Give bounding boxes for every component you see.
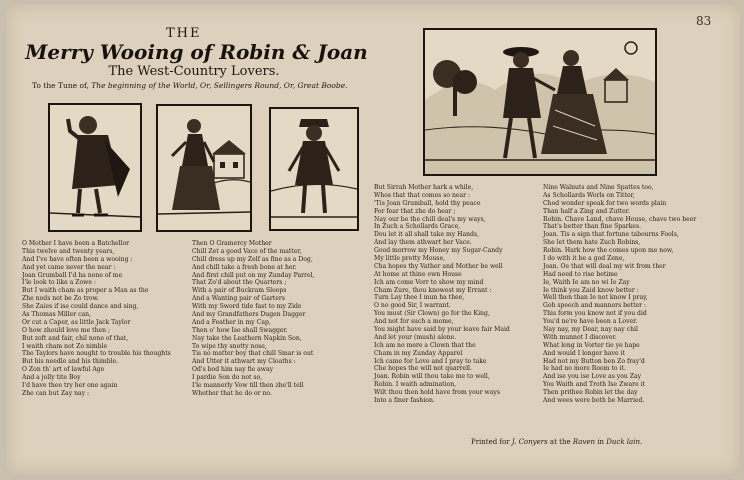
verse-line: O how zhould love me then ; (22, 326, 111, 334)
verse-line: And a Feather in my Cap, (192, 318, 271, 326)
verse-line: O Mother I have been a Batchellor (22, 240, 130, 247)
verse-line: My little pretty Mouse, (374, 255, 446, 263)
verse-line: I'd have thee try her one again (22, 382, 118, 390)
verse-line: Whether that he do or no. (192, 389, 272, 397)
verse-line: I'le look to like a Zowe : (22, 279, 96, 287)
verse-line: With a pair of Buckram Sloops (192, 287, 287, 295)
verse-line: With munnot I discover. (543, 333, 617, 341)
verse-line: Che hopes the will not quarrell. (374, 365, 472, 373)
verse-column-1 (22, 240, 171, 398)
imprint-sign: Raven (572, 438, 596, 446)
verse-line: She Zaies if ise could dance and sing, (22, 303, 139, 311)
verse-line: Nay our be the chill deal's my ways, (374, 215, 486, 223)
verse-line: Ich am no mere a Clown that the (374, 341, 476, 349)
ballad-subtitle: The West-Country Lovers. (108, 64, 280, 79)
tune-names: The beginning of the World, Or, Sellingers Round, Or, Great Boobe. (91, 81, 348, 90)
woodcut-man-gesturing (48, 103, 142, 232)
verse-line: O Zon th' art of lawful Age (22, 366, 105, 374)
verse-line: You'd ne're have been a Lover. (543, 318, 638, 326)
verse-line: I do with it be a god Zene, (543, 255, 625, 263)
verse-line: For fear that zhe do hear ; (374, 207, 456, 215)
verse-line: Od's bod him nay fie away (192, 366, 274, 374)
verse-line: Had not my Button ben Zo fray'd (543, 357, 645, 365)
verse-line: And my Grandfathers Dugen Dagger (192, 311, 306, 319)
verse-line: Robin. Chave Land, chave House, chave two beer (543, 215, 697, 223)
verse-line: Goh speech and manners better : (543, 302, 647, 310)
tune-line (32, 81, 348, 90)
verse-line: Joan. Oe that will deal my wit from ther (543, 262, 666, 270)
verse-column-3 (374, 184, 510, 405)
verse-line: Tis no matter boy that chill Smar is out (192, 350, 314, 358)
verse-line: I waith cham not Zo nimble (22, 342, 108, 350)
verse-line: Joan. Tis a sign that fortune tabourns Fools, (543, 231, 679, 239)
verse-line: Ie, Waith Ie am no wi Ie Zay (543, 278, 630, 286)
verse-column-4 (543, 184, 696, 405)
verse-line: Then prithee Robin let the day (543, 389, 638, 397)
imprint-suffix: in (597, 438, 605, 446)
verse-line: That Zo'd about the Quarters ; (192, 279, 287, 287)
verse-line: And wees were both be Married. (543, 397, 645, 405)
verse-line: Zhe can but Zay nay : (22, 389, 90, 397)
verse-line: Robin. Hark how the comes upon me now, (543, 247, 674, 255)
verse-line: Into a finer fashion. (374, 397, 435, 405)
verse-line: And chill take a fresh bone at her. (192, 263, 297, 271)
verse-line: Nine Walnuts and Nine Spattes too, (543, 184, 654, 191)
verse-line: O no good Sir, I warrant. (374, 302, 451, 310)
verse-line: What long in Vorter tie ye hape (543, 341, 640, 349)
imprint-street: Duck lain. (606, 438, 643, 446)
imprint-printer-name: J. Conyers (511, 438, 548, 446)
ballad-title: Merry Wooing of Robin & Joan (25, 40, 368, 64)
verse-line: Nay take the Leathern Napkin Son, (192, 334, 302, 342)
verse-line: But zoft and fair, chil none of that, (22, 334, 129, 342)
verse-line: Ich am come Vorr to show my mind (374, 278, 484, 286)
verse-line: As Thomas Miller can, (22, 311, 92, 319)
verse-line: And yet came never the near : (22, 263, 116, 271)
verse-line: Cham Zure, thou knowest my Errant : (374, 286, 492, 294)
woodcut-courting-couple-image (425, 30, 655, 174)
verse-line: This twelve and twenty years, (22, 247, 115, 255)
title-article: THE (166, 26, 202, 41)
verse-line: That's better than fine Sparkes. (543, 223, 642, 231)
verse-line: Dou let it all shall take my Hands, (374, 231, 479, 239)
verse-line: Wilt thou then hold have from your ways (374, 389, 500, 397)
verse-line: I pardie Son do not so, (192, 374, 263, 382)
verse-line: And a jolly tite Boy (22, 374, 81, 382)
woodcut-young-man (269, 107, 359, 231)
verse-line: Robin. I waith admination, (374, 381, 457, 389)
verse-line: Cham in my Zunday Apparel (374, 349, 463, 357)
verse-line: But I waith cham as proper a Man as the (22, 287, 149, 295)
verse-line: But Sirrah Mother hark a while, (374, 184, 474, 191)
verse-line: Ie had no more Room to it. (543, 365, 626, 373)
verse-line: Then o' how Ise shall Swagger. (192, 326, 288, 334)
broadside-sheet (6, 4, 740, 474)
verse-line: And would I longer have it (543, 349, 625, 357)
verse-line: Good morrow my Honey my Sugar-Candy (374, 247, 503, 255)
verse-line: You Waith and Troth Ise Zware it (543, 381, 646, 389)
verse-line: Had need to rise betime (543, 270, 618, 278)
verse-line: To wipe thy snotty nose, (192, 342, 267, 350)
verse-line: Joan. Robin will thou take me to well, (374, 373, 490, 381)
woodcut-man-gesturing-image (50, 105, 140, 230)
verse-line: Joan Grumball I'd ha none of me (22, 271, 123, 279)
verse-column-2 (192, 240, 314, 398)
verse-line: Chill Zet a good Vace of the matter, (192, 247, 302, 255)
woodcut-woman-with-house-image (158, 106, 250, 230)
verse-line: She let them hate Zuch Robins, (543, 239, 641, 247)
verse-line: Then O Gramercy Mother (192, 240, 272, 247)
verse-line: Chill dress up my Zelf as fine as a Dog, (192, 255, 313, 263)
verse-line: And let your (mush) alone. (374, 333, 457, 341)
verse-line: Turn Lay thee I mun ha thee, (374, 294, 465, 302)
imprint-middle: at the (549, 438, 571, 446)
verse-line: Whos that that comes so near : (374, 191, 471, 199)
verse-line: And lay them athwart her Vace. (374, 239, 472, 247)
verse-line: And Utter it athwart my Cloaths : (192, 358, 296, 366)
verse-line: With my Sword tide fast to my Zide (192, 303, 302, 311)
verse-line: Ie think you Zaid know better : (543, 286, 639, 294)
verse-line: Well then than Ie not know I pray, (543, 294, 648, 302)
page-number: 83 (696, 14, 712, 28)
verse-line: Zhe nods not be Zo trow. (22, 295, 99, 303)
woodcut-courting-couple (423, 28, 657, 176)
verse-line: The Taylors have nought to trouble his thoughts (22, 350, 171, 358)
woodcut-young-man-image (271, 109, 357, 229)
verse-line: And first chill put on my Zunday Parrel, (192, 271, 315, 279)
verse-line: At home at thine own House (374, 270, 462, 278)
verse-line: In Zuch a Schollards Grace, (374, 223, 461, 231)
verse-line: Than half a Zing and Zutter. (543, 207, 630, 215)
verse-line: But his needle and his thimble. (22, 358, 119, 366)
verse-line: I'le mannerly Vow till then zhe'll tell (192, 382, 304, 390)
tune-prefix: To the Tune of, (32, 81, 89, 90)
verse-line: And a Wanting pair of Garters (192, 295, 285, 303)
verse-line: Ich came for Love and I pray to take (374, 357, 487, 365)
verse-line: Chod wonder speak for two words plain (543, 199, 667, 207)
printer-imprint (471, 438, 642, 446)
verse-line: And ise you ise Love as you Zay (543, 373, 642, 381)
verse-line: And not for such a mome, (374, 318, 454, 326)
verse-line: Cha hopes thy Vather and Mother be well (374, 262, 503, 270)
verse-line: You might have said by your leave fair Maid (374, 326, 510, 334)
verse-line: And I've have often been a wooing : (22, 255, 133, 263)
verse-line: 'Tis Joan Grumball, hold thy peace (374, 199, 481, 207)
verse-line: Or cut a Caper, as little Jack Taylor (22, 318, 131, 326)
verse-line: You must (Sir Clown) go for the King, (374, 310, 490, 318)
verse-line: This form you know not if you did (543, 310, 647, 318)
verse-line: Nay nay, my Dear, nay nay chil (543, 326, 638, 334)
verse-line: As Schollards Worls on Titter, (543, 191, 635, 199)
woodcut-woman-with-house (156, 104, 252, 232)
imprint-prefix: Printed for (471, 438, 510, 446)
